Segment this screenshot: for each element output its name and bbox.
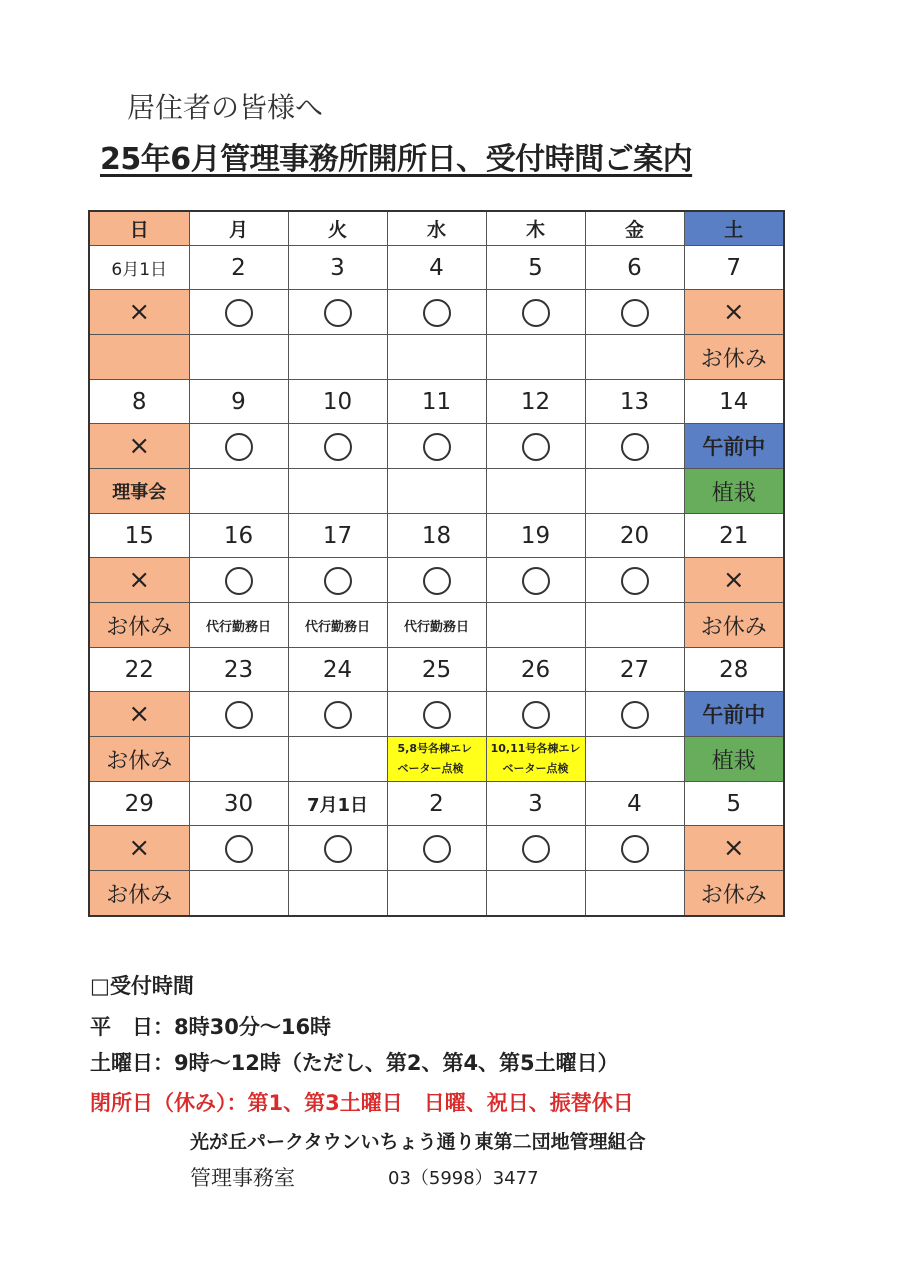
open-circle-icon [621, 835, 649, 863]
open-mark-cell [387, 290, 486, 335]
date-cell: 4 [585, 782, 684, 826]
elevator-inspection-text: 5,8号各棟エレベーター点検 [397, 742, 472, 775]
open-circle-icon [621, 567, 649, 595]
week-2-status [89, 424, 784, 469]
open-circle-icon [225, 567, 253, 595]
page-title: 25年6月管理事務所開所日、受付時間ご案内 [100, 142, 693, 177]
date-cell: 24 [288, 648, 387, 692]
note-cell [288, 871, 387, 917]
open-circle-icon [225, 299, 253, 327]
date-cell: 9 [189, 380, 288, 424]
week-1-notes [89, 335, 784, 380]
planting-note: 植栽 [684, 469, 784, 514]
morning-only-mark: 午前中 [684, 692, 784, 737]
open-circle-icon [324, 567, 352, 595]
date-cell: 8 [89, 380, 189, 424]
substitute-workday-note: 代行勤務日 [288, 603, 387, 648]
open-mark-cell [189, 692, 288, 737]
open-circle-icon [621, 433, 649, 461]
open-circle-icon [621, 299, 649, 327]
open-circle-icon [423, 835, 451, 863]
date-cell: 15 [89, 514, 189, 558]
holiday-note: お休み [684, 871, 784, 917]
week-2-dates [89, 380, 784, 424]
date-cell: 2 [387, 782, 486, 826]
open-circle-icon [423, 567, 451, 595]
date-cell: 6月1日 [89, 246, 189, 290]
open-mark-cell [486, 558, 585, 603]
open-mark-cell [486, 826, 585, 871]
open-circle-icon [522, 701, 550, 729]
elevator-inspection-text: 10,11号各棟エレベーター点検 [490, 742, 581, 775]
closed-mark: × [89, 558, 189, 603]
open-mark-cell [585, 826, 684, 871]
open-circle-icon [423, 299, 451, 327]
open-mark-cell [387, 826, 486, 871]
saturday-hours: 土曜日：9時～12時（ただし、第2、第4、第5土曜日） [90, 1051, 619, 1075]
note-cell [486, 603, 585, 648]
note-cell [585, 737, 684, 782]
week-3-notes [89, 603, 784, 648]
date-cell: 23 [189, 648, 288, 692]
open-circle-icon [522, 835, 550, 863]
date-cell: 27 [585, 648, 684, 692]
note-cell [288, 335, 387, 380]
note-cell [585, 871, 684, 917]
date-cell: 26 [486, 648, 585, 692]
week-3-status [89, 558, 784, 603]
note-cell [288, 737, 387, 782]
date-cell: 7 [684, 246, 784, 290]
open-circle-icon [225, 701, 253, 729]
weekday-mon: 月 [189, 211, 288, 246]
holiday-note: お休み [684, 335, 784, 380]
elevator-inspection-note [486, 737, 585, 782]
open-mark-cell [585, 558, 684, 603]
open-circle-icon [522, 433, 550, 461]
open-circle-icon [423, 433, 451, 461]
weekday-wed: 水 [387, 211, 486, 246]
week-1-status [89, 290, 784, 335]
note-cell [585, 603, 684, 648]
open-mark-cell [288, 424, 387, 469]
week-5-status [89, 826, 784, 871]
date-cell: 25 [387, 648, 486, 692]
weekday-thu: 木 [486, 211, 585, 246]
week-3-dates [89, 514, 784, 558]
date-cell: 3 [288, 246, 387, 290]
holiday-note: お休み [89, 737, 189, 782]
note-cell [189, 469, 288, 514]
closed-mark: × [89, 826, 189, 871]
weekday-sun: 日 [89, 211, 189, 246]
open-mark-cell [189, 290, 288, 335]
note-cell [89, 335, 189, 380]
note-cell [288, 469, 387, 514]
holiday-note: お休み [89, 871, 189, 917]
note-cell [486, 469, 585, 514]
date-cell: 11 [387, 380, 486, 424]
date-cell: 21 [684, 514, 784, 558]
date-cell: 14 [684, 380, 784, 424]
open-mark-cell [288, 692, 387, 737]
note-cell [387, 469, 486, 514]
date-cell: 10 [288, 380, 387, 424]
weekday-fri: 金 [585, 211, 684, 246]
date-cell: 22 [89, 648, 189, 692]
open-mark-cell [486, 692, 585, 737]
elevator-inspection-note [387, 737, 486, 782]
open-mark-cell [288, 826, 387, 871]
calendar-table [88, 210, 785, 917]
closed-mark: × [684, 290, 784, 335]
morning-only-mark: 午前中 [684, 424, 784, 469]
open-mark-cell [288, 558, 387, 603]
week-1-dates [89, 246, 784, 290]
open-circle-icon [225, 433, 253, 461]
open-mark-cell [288, 290, 387, 335]
date-cell: 5 [486, 246, 585, 290]
date-cell: 13 [585, 380, 684, 424]
open-circle-icon [324, 433, 352, 461]
week-5-dates [89, 782, 784, 826]
week-4-dates [89, 648, 784, 692]
organization-name: 光が丘パークタウンいちょう通り東第二団地管理組合 [190, 1131, 646, 1153]
weekday-header-row [89, 211, 784, 246]
substitute-workday-note: 代行勤務日 [189, 603, 288, 648]
open-mark-cell [585, 692, 684, 737]
open-mark-cell [486, 424, 585, 469]
closed-mark: × [89, 424, 189, 469]
note-cell [585, 335, 684, 380]
closed-days: 閉所日（休み）：第1、第3土曜日 日曜、祝日、振替休日 [90, 1091, 634, 1115]
open-mark-cell [189, 826, 288, 871]
greeting: 居住者の皆様へ [127, 91, 324, 124]
weekday-sat: 土 [684, 211, 784, 246]
open-mark-cell [387, 558, 486, 603]
date-cell: 19 [486, 514, 585, 558]
week-2-notes [89, 469, 784, 514]
open-mark-cell [189, 424, 288, 469]
hours-heading: □受付時間 [90, 974, 194, 998]
date-cell: 29 [89, 782, 189, 826]
open-mark-cell [585, 290, 684, 335]
holiday-note: お休み [89, 603, 189, 648]
phone-number: 03（5998）3477 [388, 1168, 539, 1189]
open-circle-icon [324, 835, 352, 863]
date-cell: 30 [189, 782, 288, 826]
note-cell [189, 335, 288, 380]
open-circle-icon [225, 835, 253, 863]
open-mark-cell [585, 424, 684, 469]
closed-mark: × [89, 692, 189, 737]
closed-mark: × [684, 826, 784, 871]
board-meeting-note: 理事会 [89, 469, 189, 514]
open-circle-icon [621, 701, 649, 729]
open-circle-icon [423, 701, 451, 729]
weekday-hours: 平 日：8時30分～16時 [90, 1015, 332, 1039]
office-name: 管理事務室 [190, 1166, 295, 1190]
note-cell [387, 871, 486, 917]
date-cell: 6 [585, 246, 684, 290]
date-cell: 2 [189, 246, 288, 290]
holiday-note: お休み [684, 603, 784, 648]
note-cell [585, 469, 684, 514]
date-cell: 18 [387, 514, 486, 558]
closed-mark: × [684, 558, 784, 603]
date-cell: 5 [684, 782, 784, 826]
open-circle-icon [324, 299, 352, 327]
open-circle-icon [522, 299, 550, 327]
open-mark-cell [387, 424, 486, 469]
date-cell: 4 [387, 246, 486, 290]
date-cell: 3 [486, 782, 585, 826]
date-cell: 7月1日 [288, 782, 387, 826]
note-cell [387, 335, 486, 380]
date-cell: 16 [189, 514, 288, 558]
date-cell: 20 [585, 514, 684, 558]
date-cell: 12 [486, 380, 585, 424]
closed-mark: × [89, 290, 189, 335]
week-5-notes [89, 871, 784, 917]
note-cell [189, 871, 288, 917]
open-mark-cell [189, 558, 288, 603]
planting-note: 植栽 [684, 737, 784, 782]
date-cell: 28 [684, 648, 784, 692]
note-cell [486, 871, 585, 917]
date-cell: 17 [288, 514, 387, 558]
week-4-notes [89, 737, 784, 782]
open-circle-icon [324, 701, 352, 729]
note-cell [189, 737, 288, 782]
substitute-workday-note: 代行勤務日 [387, 603, 486, 648]
week-4-status [89, 692, 784, 737]
weekday-tue: 火 [288, 211, 387, 246]
open-circle-icon [522, 567, 550, 595]
open-mark-cell [387, 692, 486, 737]
open-mark-cell [486, 290, 585, 335]
note-cell [486, 335, 585, 380]
